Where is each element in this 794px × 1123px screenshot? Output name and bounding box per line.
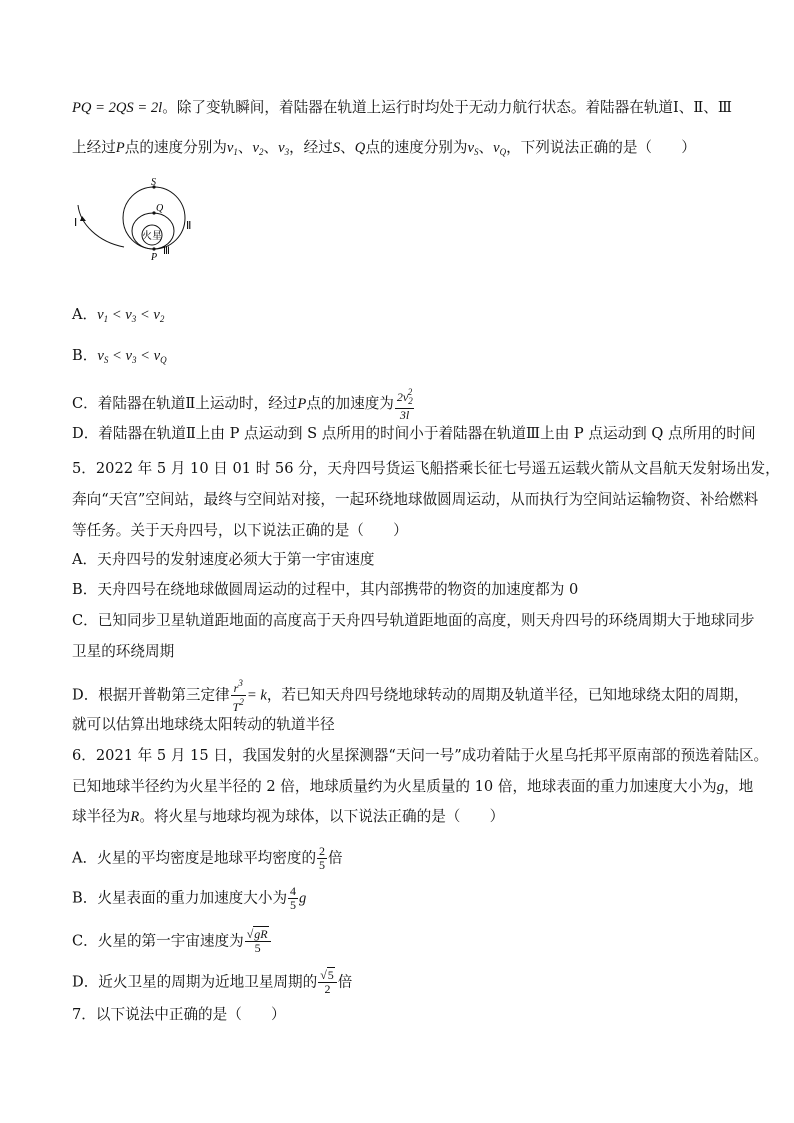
gravity-fraction: $\frac{4}{5}$ xyxy=(290,884,297,912)
q6-option-a: A．火星的平均密度是地球平均密度的 $\frac{2}{5}$ 倍 xyxy=(72,844,343,872)
q5-option-c-1: C．已知同步卫星轨道距地面的高度高于天舟四号轨道距地面的高度，则天舟四号的环绕周期大于地球同步 xyxy=(72,612,755,629)
v2-symbol: $v_2$ xyxy=(252,140,264,157)
vs-symbol: $v_S$ xyxy=(467,140,479,157)
q4-option-b: B．$v_S < v_3 < v_Q$ xyxy=(72,347,167,365)
q5-option-c-2: 卫星的环绕周期 xyxy=(72,643,175,660)
label-s: S xyxy=(151,177,156,188)
q6-option-d: D．近火卫星的周期为近地卫星周期的 $\frac{√5}{2}$ 倍 xyxy=(72,968,353,996)
kepler-fraction: $\frac{r^3}{T^2}$ xyxy=(232,678,244,714)
q4-option-d: D．着陆器在轨道Ⅱ上由 P 点运动到 S 点所用的时间小于着陆器在轨道Ⅲ上由 P 点运动到 Q 点所用的时间 xyxy=(72,425,756,442)
q6-line-2: 已知地球半径约为火星半径的 2 倍，地球质量约为火星质量的 10 倍，地球表面的重力加速度大小为g，地 xyxy=(72,778,754,795)
label-orbit-1: Ⅰ xyxy=(74,217,78,229)
q4-line-2: 上经过P点的速度分别为$v_1$、$v_2$、$v_3$，经过S、Q点的速度分别为$v_S$、$v_Q$，下列说法正确的是（ ） xyxy=(72,139,696,157)
q4-formula-pq: PQ = 2QS = 2l xyxy=(72,100,163,116)
density-fraction: $\frac{2}{5}$ xyxy=(319,844,326,872)
mars-label: 火星 xyxy=(142,231,162,242)
q4-option-a: A．$v_1 < v_3 < v_2$ xyxy=(72,306,165,324)
q5-option-d-1: D．根据开普勒第三定律 $\frac{r^3}{T^2}$ = k，若已知天舟四号绕地球转动的周期及轨道半径，已知地球绕太阳的周期， xyxy=(72,678,749,714)
orbit-diagram xyxy=(70,172,220,272)
vq-symbol: $v_Q$ xyxy=(493,140,507,157)
q5-option-d-2: 就可以估算出地球绕太阳转动的轨道半径 xyxy=(72,716,335,733)
v3-symbol: $v_3$ xyxy=(278,140,290,157)
cosmic-velocity-fraction: $\frac{√gR}{5}$ xyxy=(245,928,271,955)
accel-fraction: $\frac{2v_2^2}{3l}$ xyxy=(396,387,413,422)
label-orbit-3: Ⅲ xyxy=(163,246,170,257)
q4-line-1-text: 。除了变轨瞬间，着陆器在轨道上运行时均处于无动力航行状态。着陆器在轨道Ⅰ、Ⅱ、Ⅲ xyxy=(162,99,732,116)
q5-line-2: 奔向“天宫”空间站，最终与空间站对接，一起环绕地球做圆周运动，从而执行为空间站运输物资、补给燃料 xyxy=(72,491,759,508)
label-p: P xyxy=(151,252,158,263)
q5-option-a: A．天舟四号的发射速度必须大于第一宇宙速度 xyxy=(72,551,375,568)
q6-option-c: C．火星的第一宇宙速度为 $\frac{√gR}{5}$ xyxy=(72,928,272,955)
point-p xyxy=(152,247,155,250)
q5-option-b: B．天舟四号在绕地球做圆周运动的过程中，其内部携带的物资的加速度都为 0 xyxy=(72,581,579,598)
q4-option-c: C．着陆器在轨道Ⅱ上运动时，经过P点的加速度为 $\frac{2v_2^2}{3l}$ xyxy=(72,387,413,422)
q7-line-1: 7．以下说法中正确的是（ ） xyxy=(72,1006,286,1023)
v1-symbol: $v_1$ xyxy=(226,140,238,157)
q6-option-b: B．火星表面的重力加速度大小为 $\frac{4}{5}$ g xyxy=(72,884,307,912)
q5-line-3: 等任务。关于天舟四号，以下说法正确的是（ ） xyxy=(72,522,408,539)
label-q: Q xyxy=(156,203,164,214)
period-fraction: $\frac{√5}{2}$ xyxy=(318,969,337,996)
q6-line-3: 球半径为R。将火星与地球均视为球体，以下说法正确的是（ ） xyxy=(72,808,505,825)
orbit-i-path xyxy=(78,205,124,247)
q6-line-1: 6．2021 年 5 月 15 日，我国发射的火星探测器“天问一号”成功着陆于火星乌托邦平原南部的预选着陆区。 xyxy=(72,747,769,764)
q5-line-1: 5．2022 年 5 月 10 日 01 时 56 分，天舟四号货运飞船搭乘长征七号遥五运载火箭从文昌航天发射场出发， xyxy=(72,460,780,477)
q4-line-1 xyxy=(72,98,732,118)
label-orbit-2: Ⅱ xyxy=(186,220,192,232)
